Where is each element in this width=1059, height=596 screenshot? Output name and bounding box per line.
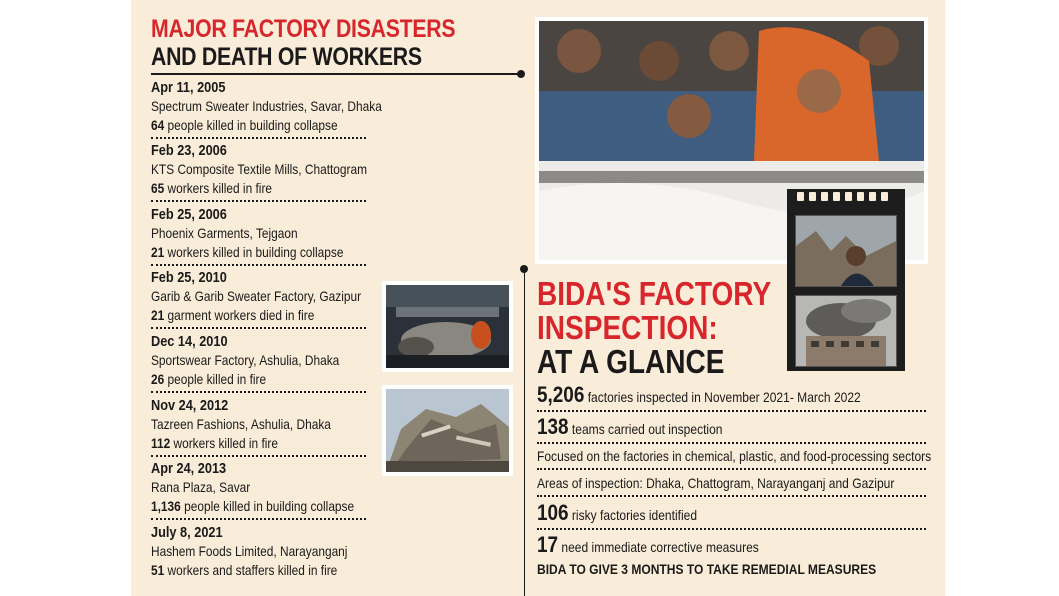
disaster-entry — [151, 396, 366, 457]
entry-count: 21 — [151, 244, 165, 260]
entry-stat — [151, 370, 334, 389]
inspection-title-line1: BIDA'S FACTORY — [537, 275, 772, 312]
entry-count: 21 — [151, 307, 165, 323]
building-collapse-photo — [382, 385, 513, 476]
fact-text: need immediate corrective measures — [558, 539, 759, 555]
entry-stat — [151, 497, 355, 516]
fact-text: teams carried out inspection — [568, 421, 723, 437]
entry-desc: people killed in building collapse — [180, 498, 355, 514]
entry-date: Apr 24, 2013 — [151, 460, 227, 477]
entry-desc: people killed in fire — [164, 371, 267, 387]
divider — [151, 263, 366, 266]
fact-number: 17 — [537, 532, 559, 557]
entry-count: 112 — [151, 435, 171, 451]
film-hole — [845, 192, 852, 201]
divider — [537, 442, 926, 444]
entry-desc: people killed in building collapse — [164, 117, 338, 133]
entry-date: Nov 24, 2012 — [151, 397, 229, 414]
entry-count: 64 — [151, 117, 165, 133]
entry-stat — [151, 243, 344, 262]
entry-place: Garib & Garib Sweater Factory, Gazipur — [151, 288, 362, 304]
entry-desc: workers killed in fire — [170, 435, 279, 451]
divider — [151, 199, 366, 202]
inspection-fact — [537, 382, 926, 412]
entry-place: Rana Plaza, Savar — [151, 479, 251, 495]
entry-place: Spectrum Sweater Industries, Savar, Dhaka — [151, 98, 382, 114]
disasters-title-line1: MAJOR FACTORY DISASTERS — [151, 15, 456, 43]
title-rule — [151, 73, 521, 75]
entry-count: 51 — [151, 562, 165, 578]
entry-date: July 8, 2021 — [151, 524, 223, 541]
entry-place: Tazreen Fashions, Ashulia, Dhaka — [151, 416, 331, 432]
entry-date: Feb 25, 2006 — [151, 206, 227, 223]
film-hole — [869, 192, 876, 201]
film-frame-crying-woman — [795, 215, 897, 287]
fact-number: 106 — [537, 500, 569, 525]
film-hole — [797, 192, 804, 201]
entry-desc: garment workers died in fire — [164, 307, 315, 323]
entry-date: Dec 14, 2010 — [151, 333, 228, 350]
film-hole — [881, 192, 888, 201]
entry-place: KTS Composite Textile Mills, Chattogram — [151, 161, 368, 177]
fact-text: risky factories identified — [568, 507, 698, 523]
entry-stat — [151, 116, 338, 135]
disaster-entry — [151, 459, 366, 520]
divider — [537, 468, 926, 470]
fact-number: 138 — [537, 414, 569, 439]
entry-count: 1,136 — [151, 498, 181, 514]
film-hole — [821, 192, 828, 201]
factory-fire-photo — [382, 281, 513, 372]
entry-desc: workers killed in fire — [164, 180, 273, 196]
inspection-fact — [537, 500, 926, 530]
entry-stat — [151, 179, 334, 198]
divider — [151, 454, 366, 457]
inspection-fact — [537, 475, 926, 497]
disaster-entry — [151, 523, 366, 580]
vertical-rule — [524, 270, 525, 596]
inspection-fact — [537, 448, 932, 470]
entry-date: Feb 25, 2010 — [151, 269, 227, 286]
entry-count: 65 — [151, 180, 165, 196]
divider — [537, 410, 926, 412]
film-hole — [809, 192, 816, 201]
fact-text: Focused on the factories in chemical, plastic, and food-processing sectors — [537, 448, 932, 464]
inspection-footer: BIDA TO GIVE 3 MONTHS TO TAKE REMEDIAL MEASURES — [537, 561, 877, 577]
inspection-title-line3: AT A GLANCE — [537, 343, 725, 380]
divider — [151, 390, 366, 393]
disasters-title-line2: AND DEATH OF WORKERS — [151, 43, 422, 71]
entry-stat — [151, 434, 334, 453]
entry-date: Apr 11, 2005 — [151, 79, 226, 96]
fact-text: Areas of inspection: Dhaka, Chattogram, Narayanganj and Gazipur — [537, 475, 895, 491]
divider — [151, 326, 366, 329]
disaster-entry — [151, 78, 382, 139]
divider — [537, 495, 926, 497]
entry-place: Sportswear Factory, Ashulia, Dhaka — [151, 352, 340, 368]
divider — [537, 528, 926, 530]
entry-desc: workers and staffers killed in fire — [164, 562, 338, 578]
timeline-dot — [517, 70, 525, 78]
film-frame-smoke — [795, 295, 897, 367]
entry-count: 26 — [151, 371, 165, 387]
entry-desc: workers killed in building collapse — [164, 244, 344, 260]
inspection-fact — [537, 532, 926, 558]
divider — [151, 136, 366, 139]
disaster-entry — [151, 141, 366, 202]
inspection-fact — [537, 414, 926, 444]
film-hole — [833, 192, 840, 201]
inspection-title-line2: INSPECTION: — [537, 309, 718, 346]
entry-place: Hashem Foods Limited, Narayanganj — [151, 543, 348, 559]
entry-stat — [151, 561, 338, 580]
disaster-entry — [151, 268, 366, 329]
film-hole — [857, 192, 864, 201]
disaster-entry — [151, 205, 366, 266]
entry-place: Phoenix Garments, Tejgaon — [151, 225, 298, 241]
entry-date: Feb 23, 2006 — [151, 142, 227, 159]
divider — [151, 517, 366, 520]
film-strip — [787, 189, 905, 371]
entry-stat — [151, 306, 334, 325]
fact-text: factories inspected in November 2021- March 2022 — [584, 389, 861, 405]
disaster-entry — [151, 332, 366, 393]
fact-number: 5,206 — [537, 382, 585, 407]
